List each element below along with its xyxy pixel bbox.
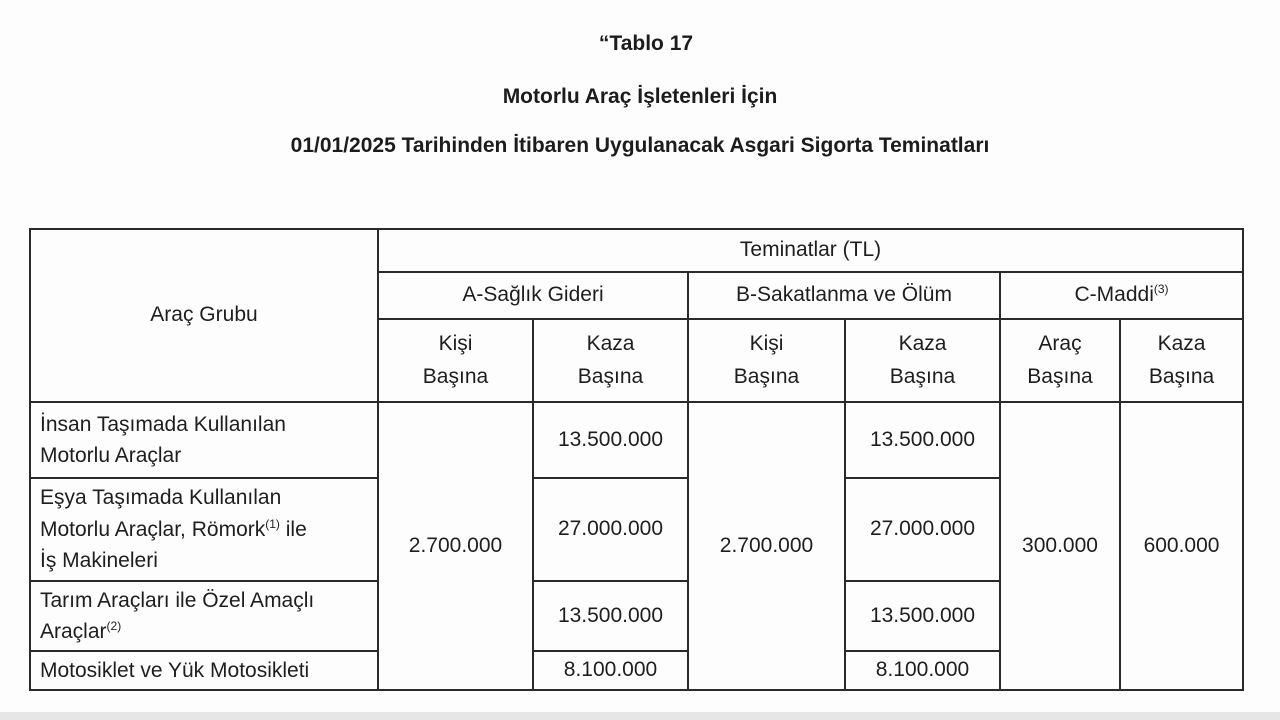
c-per-accident-header: Kaza Başına [1120, 319, 1243, 402]
c-per-vehicle-header: Araç Başına [1000, 319, 1120, 402]
material-damage-header [1000, 272, 1243, 319]
footnote-3: (3) [1153, 282, 1169, 297]
scan-edge-shadow [0, 712, 1280, 720]
insurance-coverage-table [29, 228, 1244, 691]
vehicle-group-header: Araç Grubu [30, 229, 378, 402]
a-per-accident-value: 27.000.000 [533, 478, 688, 581]
row-label-passenger-vehicles: İnsan Taşımada Kullanılan Motorlu Araçlar [30, 402, 378, 478]
b-per-person-value: 2.700.000 [688, 402, 845, 690]
b-per-accident-value: 27.000.000 [845, 478, 1000, 581]
a-per-accident-value: 13.500.000 [533, 402, 688, 478]
a-per-person-header: Kişi Başına [378, 319, 533, 402]
b-per-accident-value: 8.100.000 [845, 651, 1000, 690]
a-per-accident-value: 8.100.000 [533, 651, 688, 690]
health-expense-header: A-Sağlık Gideri [378, 272, 688, 319]
row-label-motorcycles: Motosiklet ve Yük Motosikleti [30, 651, 378, 690]
document-title: Motorlu Araç İşletenleri İçin [502, 85, 778, 108]
b-per-accident-value: 13.500.000 [845, 581, 1000, 651]
b-per-accident-header: Kaza Başına [845, 319, 1000, 402]
footnote-1: (1) [265, 516, 280, 531]
coverage-header: Teminatlar (TL) [378, 229, 1243, 272]
b-per-accident-value: 13.500.000 [845, 402, 1000, 478]
document-subtitle: 01/01/2025 Tarihinden İtibaren Uygulanacak Asgari Sigorta Teminatları [290, 134, 990, 157]
b-per-person-header: Kişi Başına [688, 319, 845, 402]
a-per-person-value: 2.700.000 [378, 402, 533, 690]
a-per-accident-value: 13.500.000 [533, 581, 688, 651]
c-per-accident-value: 600.000 [1120, 402, 1243, 690]
a-per-accident-header: Kaza Başına [533, 319, 688, 402]
footnote-2: (2) [106, 619, 122, 633]
row-label-agricultural-vehicles: Tarım Araçları ile Özel Amaçlı Araçlar$^{(2)}$ [30, 581, 378, 651]
table-number: “Tablo 17 [598, 32, 694, 55]
c-per-vehicle-value: 300.000 [1000, 402, 1120, 690]
material-damage-label: C-Maddi [1074, 283, 1154, 307]
row-label-freight-vehicles: Eşya Taşımada Kullanılan Motorlu Araçlar, Römork$^{(1)}$ ile İş Makineleri [30, 478, 378, 581]
disability-death-header: B-Sakatlanma ve Ölüm [688, 272, 1000, 319]
